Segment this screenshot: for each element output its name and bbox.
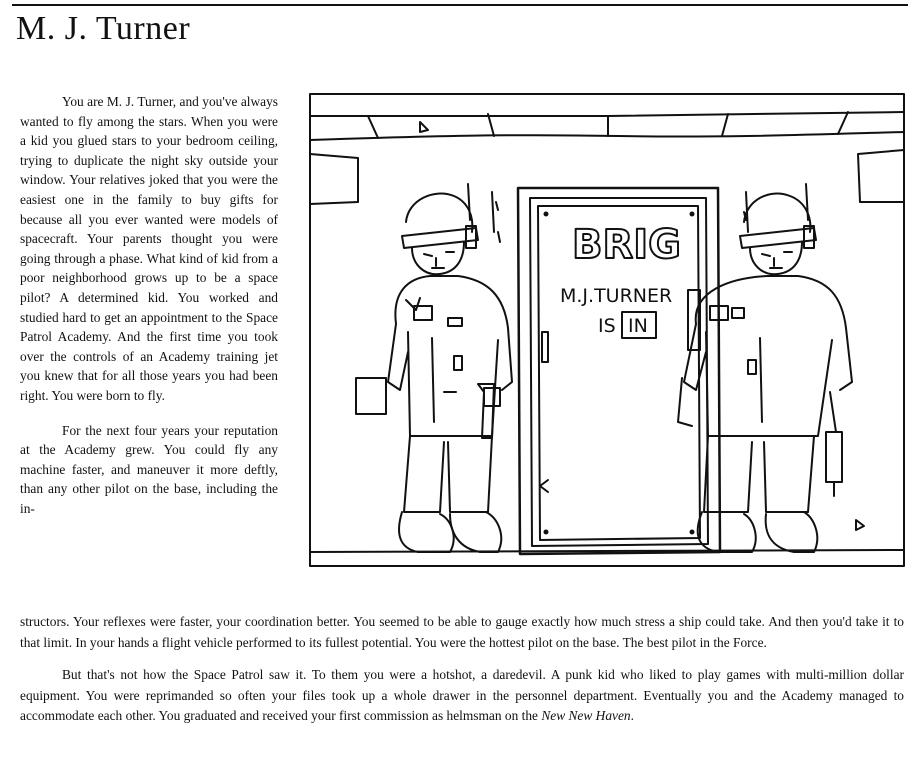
- sign-status: IN: [628, 315, 648, 337]
- top-rule: [12, 4, 908, 6]
- sign-brig: BRIG: [572, 222, 682, 268]
- paragraph-3-main: But that's not how the Space Patrol saw it. To them you were a hotshot, a daredevil. A punk kid who liked to play games with multi-million dollar equipment. You were reprimanded so often your files took up a whole drawer in the personnel department. Eventually you and the Academy managed to accommodate each other. You graduated and received your first commission as helmsman on the: [20, 667, 904, 723]
- paragraph-3-end: .: [630, 708, 634, 723]
- sign-name: M.J.TURNER: [560, 285, 673, 307]
- page-title: M. J. Turner: [16, 10, 191, 47]
- paragraph-3: [20, 665, 904, 727]
- right-guard: [678, 184, 852, 552]
- sign-is: IS: [598, 315, 616, 337]
- paragraph-2-start: For the next four years your reputation at the Academy grew. You could fly any machine faster, and maneuver it more deftly, than any other pilot on the base, including the in-: [20, 422, 278, 516]
- ship-name: New New Haven: [541, 708, 631, 723]
- paragraph-2-end: structors. Your reflexes were faster, your coordination better. You seemed to be able to gauge exactly how much stress a ship could take. And then you'd take it to that limit. In your hands a flight vehicle performed to its fullest potential. You were the hottest pilot on the base. The best pilot in the Force.: [20, 614, 904, 650]
- left-column-text: [20, 92, 278, 518]
- left-guard: [356, 184, 512, 552]
- wide-text-block: [20, 612, 904, 727]
- brig-illustration: [308, 92, 906, 594]
- paragraph-1: You are M. J. Turner, and you've always wanted to fly among the stars. When you were a kid you glued stars to your bedroom ceiling, trying to duplicate the night sky outside your window. Your relatives joked that you were the easiest one in the family to buy gifts for because all you ever wanted were models of spacecraft. Your parents thought you were going through a phase. What kind of kid from a poor neighborhood grows up to be a space pilot? A determined kid. You worked and studied hard to get an appointment to the Space Patrol Academy. And the first time you took over the controls of an Academy training jet you knew that for all those years you had been right. You were born to fly.: [20, 94, 278, 403]
